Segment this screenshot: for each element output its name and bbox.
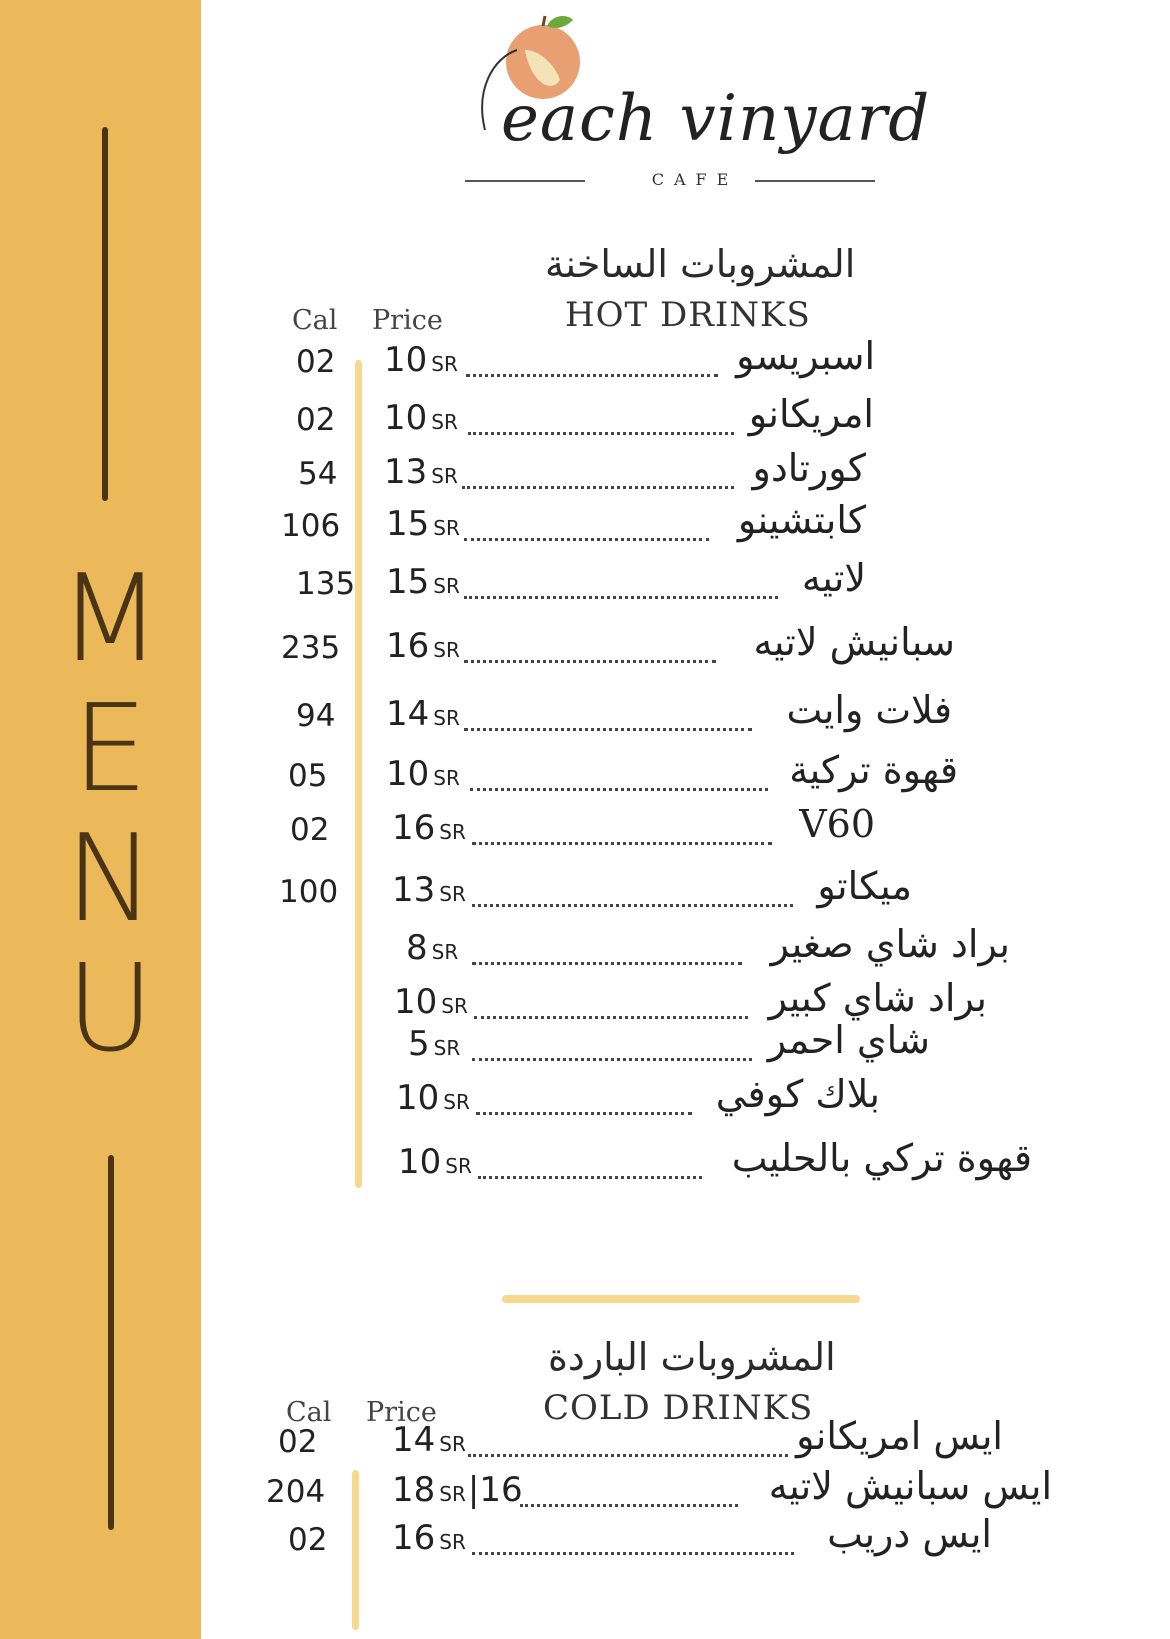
hot-price xyxy=(384,398,458,438)
cold-cal-value: 204 xyxy=(266,1474,326,1510)
hot-row xyxy=(0,864,1170,920)
hot-price-unit: SR xyxy=(433,766,460,790)
hot-item-name: كابتشينو xyxy=(737,498,866,542)
cold-price-unit: SR xyxy=(439,1432,466,1456)
hot-price-unit: SR xyxy=(433,638,460,662)
hot-leader-dots xyxy=(472,1058,752,1061)
cold-price-value: 18 xyxy=(392,1470,436,1510)
hot-price-unit: SR xyxy=(431,352,458,376)
hot-price-value: 10 xyxy=(394,982,438,1022)
hot-price-value: 10 xyxy=(384,398,428,438)
hot-price-unit: SR xyxy=(433,1036,461,1060)
hot-cal-value: 02 xyxy=(296,344,336,380)
hot-price-unit: SR xyxy=(439,882,466,906)
cold-item-name: ايس دريب xyxy=(827,1512,992,1556)
cold-price xyxy=(392,1420,466,1460)
hot-item-name: لاتيه xyxy=(801,556,866,600)
hot-row xyxy=(0,392,1170,448)
hot-leader-dots xyxy=(464,596,778,599)
hot-cal-value: 100 xyxy=(279,874,339,910)
logo xyxy=(465,10,931,200)
hot-price-value: 5 xyxy=(408,1024,430,1064)
hot-price-value: 13 xyxy=(392,870,436,910)
hot-price-unit: SR xyxy=(433,706,460,730)
hot-price-value: 13 xyxy=(384,452,428,492)
cold-price xyxy=(392,1518,466,1558)
cold-cal-value: 02 xyxy=(288,1522,328,1558)
hot-item-name: ميكاتو xyxy=(817,864,912,908)
hot-row xyxy=(0,1018,1170,1074)
hot-item-name: بلاك كوفي xyxy=(715,1072,880,1116)
hot-item-name: سبانيش لاتيه xyxy=(753,620,955,664)
hot-price-value: 16 xyxy=(386,626,430,666)
hot-price xyxy=(408,1024,460,1064)
hot-item-name: فلات وايت xyxy=(786,688,952,732)
hot-cal-value: 106 xyxy=(281,508,341,544)
hot-price xyxy=(398,1142,472,1182)
hot-leader-dots xyxy=(464,538,709,541)
cold-title-en: COLD DRINKS xyxy=(543,1388,814,1428)
hot-leader-dots xyxy=(464,728,752,731)
cold-row xyxy=(0,1464,1170,1520)
hot-item-name: قهوة تركي بالحليب xyxy=(731,1136,1032,1180)
hot-cal-value: 54 xyxy=(298,456,338,492)
cold-price-value: 16 xyxy=(392,1518,436,1558)
hot-row xyxy=(0,446,1170,502)
hot-leader-dots xyxy=(466,374,718,377)
hot-price-unit: SR xyxy=(445,1154,472,1178)
hot-price-unit: SR xyxy=(431,410,458,434)
logo-cafe: CAFE xyxy=(651,170,739,189)
cold-leader-dots xyxy=(468,1454,788,1457)
hot-item-name: شاي احمر xyxy=(767,1018,930,1062)
hot-row xyxy=(0,556,1170,612)
hot-price-unit: SR xyxy=(433,516,460,540)
hot-cal-value: 135 xyxy=(296,566,356,602)
hot-leader-dots xyxy=(464,660,716,663)
hot-leader-dots xyxy=(474,1016,748,1019)
hot-item-name: امريكانو xyxy=(748,392,874,436)
cold-price-value: 14 xyxy=(392,1420,436,1460)
hot-item-name: قهوة تركية xyxy=(789,748,958,792)
hot-price xyxy=(392,808,466,848)
hot-price xyxy=(384,340,458,380)
hot-price-unit: SR xyxy=(431,940,459,964)
hot-cal-value: 05 xyxy=(288,758,328,794)
cold-row xyxy=(0,1414,1170,1470)
hot-price-unit: SR xyxy=(443,1090,470,1114)
hot-price-value: 15 xyxy=(386,562,430,602)
hot-cal-value: 94 xyxy=(296,698,336,734)
cold-price xyxy=(392,1470,523,1510)
hot-price-unit: SR xyxy=(431,464,458,488)
hot-price-value: 16 xyxy=(392,808,436,848)
hot-price xyxy=(406,928,458,968)
hot-row xyxy=(0,922,1170,978)
cold-title-ar: المشروبات الباردة xyxy=(548,1335,836,1379)
hot-price xyxy=(386,504,460,544)
cold-price-header: Price xyxy=(366,1397,437,1428)
logo-script: each vinyard xyxy=(501,82,931,156)
hot-row xyxy=(0,748,1170,804)
cold-leader-dots xyxy=(520,1504,738,1507)
hot-row xyxy=(0,688,1170,744)
hot-row xyxy=(0,334,1170,390)
hot-leader-dots xyxy=(468,432,734,435)
hot-price xyxy=(384,452,458,492)
hot-row xyxy=(0,498,1170,554)
hot-leader-dots xyxy=(472,842,772,845)
hot-price xyxy=(386,562,460,602)
hot-price xyxy=(396,1078,470,1118)
hot-row xyxy=(0,1072,1170,1128)
hot-price xyxy=(386,754,460,794)
hot-price xyxy=(386,626,460,666)
hot-item-name: V60 xyxy=(799,802,875,846)
menu-letter-n: N xyxy=(65,810,155,949)
menu-letter-m: M xyxy=(58,550,162,689)
hot-cal-value: 02 xyxy=(296,402,336,438)
hot-price-value: 15 xyxy=(386,504,430,544)
hot-leader-dots xyxy=(478,1176,702,1179)
hot-price-unit: SR xyxy=(433,574,460,598)
hot-cal-header: Cal xyxy=(292,305,338,336)
hot-leader-dots xyxy=(472,904,793,907)
hot-price-header: Price xyxy=(372,305,443,336)
cold-item-name: ايس امريكانو xyxy=(796,1414,1003,1458)
cold-price-unit: SR xyxy=(439,1530,466,1554)
hot-leader-dots xyxy=(462,486,734,489)
hot-item-name: اسبريسو xyxy=(736,334,875,378)
hot-title-ar: المشروبات الساخنة xyxy=(545,242,856,286)
menu-letter-u: U xyxy=(66,940,154,1079)
hot-item-name: براد شاي صغير xyxy=(770,922,1010,966)
cold-cal-header: Cal xyxy=(286,1397,332,1428)
hot-item-name: كورتادو xyxy=(752,446,866,490)
section-divider xyxy=(502,1295,860,1303)
hot-price-value: 8 xyxy=(406,928,428,968)
cold-row xyxy=(0,1512,1170,1568)
hot-item-name: براد شاي كبير xyxy=(768,976,987,1020)
hot-row xyxy=(0,620,1170,676)
hot-price-value: 10 xyxy=(398,1142,442,1182)
hot-price xyxy=(394,982,468,1022)
cold-cal-value: 02 xyxy=(278,1424,318,1460)
cold-item-name: ايس سبانيش لاتيه xyxy=(768,1464,1052,1508)
hot-price xyxy=(386,694,460,734)
hot-row xyxy=(0,802,1170,858)
hot-price-value: 10 xyxy=(386,754,430,794)
hot-title-en: HOT DRINKS xyxy=(565,295,811,335)
cold-price-unit: SR xyxy=(439,1482,466,1506)
hot-price xyxy=(392,870,466,910)
hot-leader-dots xyxy=(476,1112,692,1115)
cold-price-alt: |16 xyxy=(467,1470,523,1510)
hot-price-unit: SR xyxy=(441,994,468,1018)
cold-leader-dots xyxy=(472,1552,794,1555)
hot-row xyxy=(0,1136,1170,1192)
hot-cal-value: 235 xyxy=(281,630,341,666)
menu-letter-e: E xyxy=(72,680,148,819)
hot-price-value: 10 xyxy=(396,1078,440,1118)
hot-cal-value: 02 xyxy=(290,812,330,848)
hot-leader-dots xyxy=(470,788,768,791)
hot-leader-dots xyxy=(472,962,742,965)
hot-price-value: 14 xyxy=(386,694,430,734)
hot-price-value: 10 xyxy=(384,340,428,380)
hot-price-unit: SR xyxy=(439,820,466,844)
